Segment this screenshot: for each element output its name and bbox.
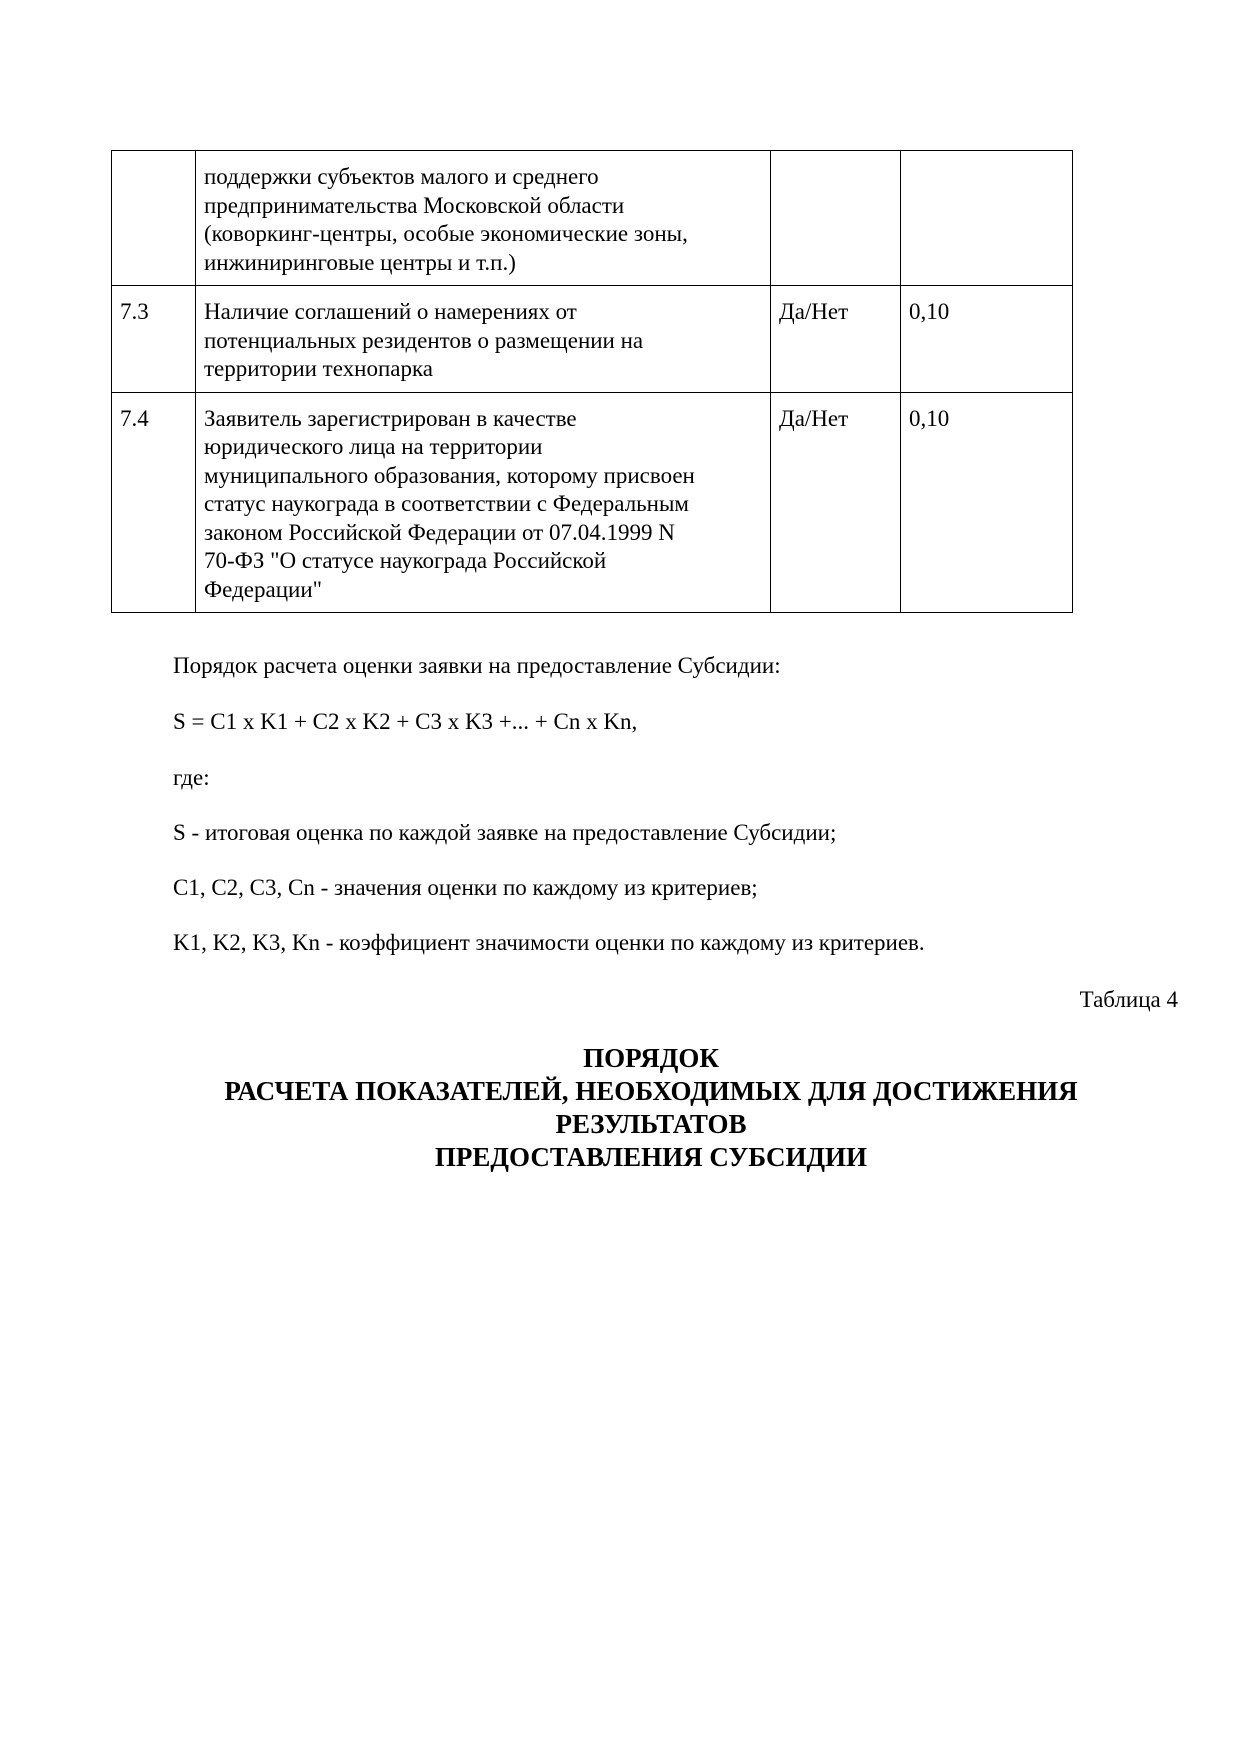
definition-c: C1, C2, C3, Cn - значения оценки по каждому из критериев; [173,875,758,900]
section-heading [111,1042,1191,1174]
table-row [112,151,1073,286]
row-coefficient [901,151,1073,286]
table-caption: Таблица 4 [1079,987,1178,1012]
calc-formula: S = C1 x K1 + C2 x K2 + C3 x K3 +... + Cn x Kn, [173,709,638,734]
row-coefficient: 0,10 [901,286,1073,393]
heading-line: ПОРЯДОК [583,1043,719,1073]
table-row [112,392,1073,613]
definition-s: S - итоговая оценка по каждой заявке на предоставление Субсидии; [173,820,837,845]
row-coefficient: 0,10 [901,392,1073,613]
row-number [112,151,196,286]
row-number: 7.3 [112,286,196,393]
heading-line: РАСЧЕТА ПОКАЗАТЕЛЕЙ, НЕОБХОДИМЫХ ДЛЯ ДОСТИЖЕНИЯ [224,1076,1078,1106]
row-criterion: Заявитель зарегистрирован в качестве юридического лица на территории муниципального образования, которому присвоен статус наукограда в соответствии с Федеральным законом Российской Федерации от 07.04.1999 N 70-ФЗ "О статусе наукограда Российской Федерации" [196,392,771,613]
calc-where: где: [173,765,210,790]
definition-k: K1, K2, K3, Kn - коэффициент значимости оценки по каждому из критериев. [173,930,925,955]
calc-intro: Порядок расчета оценки заявки на предоставление Субсидии: [173,653,781,678]
row-value-type: Да/Нет [771,392,901,613]
criteria-table [111,150,1073,613]
heading-line: ПРЕДОСТАВЛЕНИЯ СУБСИДИИ [434,1142,868,1172]
table-row [112,286,1073,393]
row-number: 7.4 [112,392,196,613]
row-value-type: Да/Нет [771,286,901,393]
heading-line: РЕЗУЛЬТАТОВ [555,1109,747,1139]
row-criterion: Наличие соглашений о намерениях от потенциальных резидентов о размещении на территории технопарка [196,286,771,393]
row-value-type [771,151,901,286]
row-criterion: поддержки субъектов малого и среднего предпринимательства Московской области (коворкинг-центры, особые экономические зоны, инжиниринговые центры и т.п.) [196,151,771,286]
